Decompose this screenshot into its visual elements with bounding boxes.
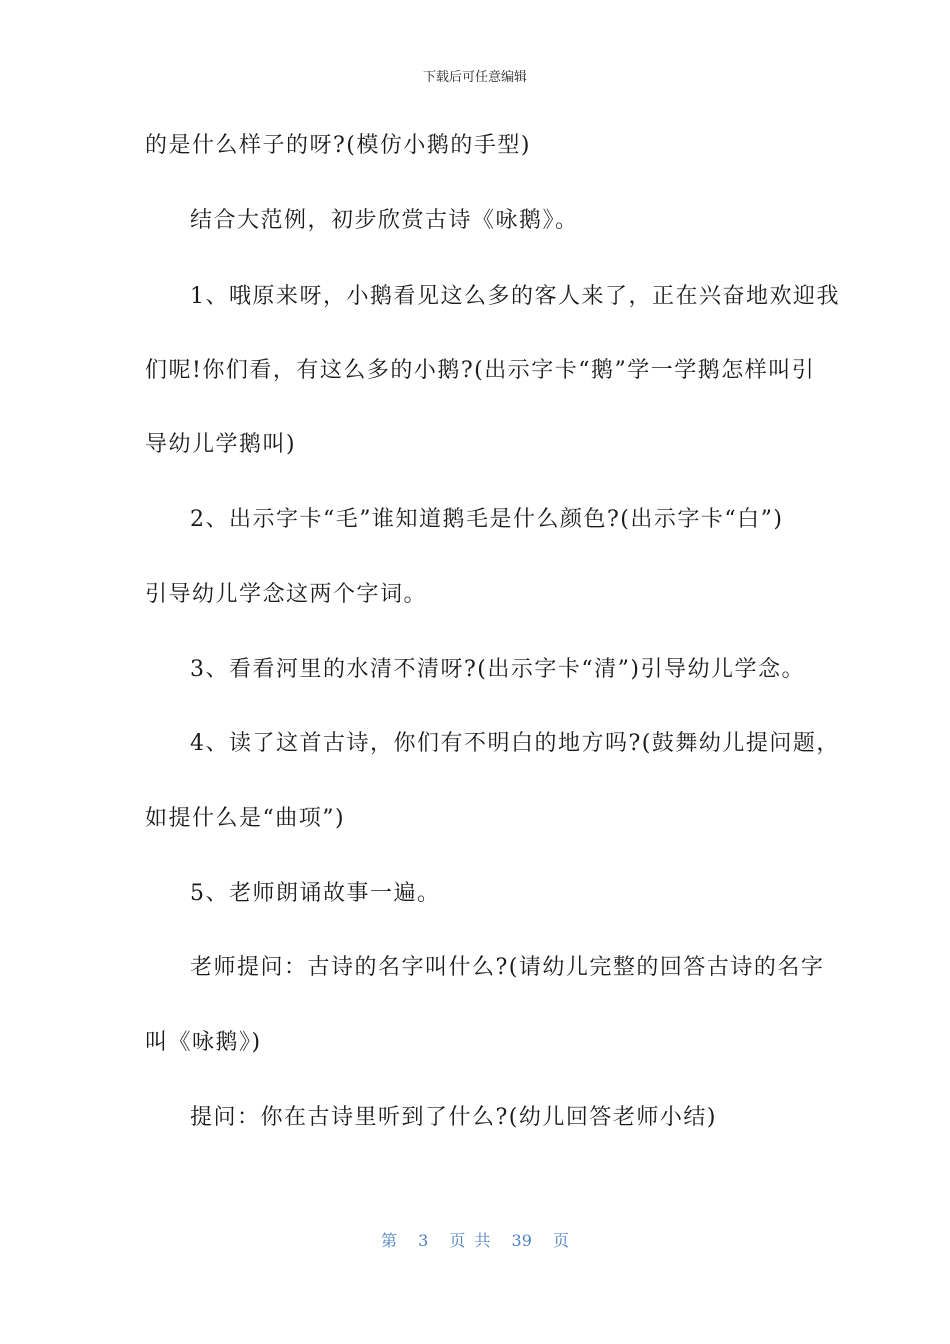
text-line: 4、读了这首古诗，你们有不明白的地方吗?(鼓舞幼儿提问题， (190, 731, 840, 756)
footer-page-number: 3 (418, 1231, 429, 1250)
text-line: 3、看看河里的水清不清呀?(出示字卡“清”)引导幼儿学念。 (190, 657, 805, 682)
text-line: 5、老师朗诵故事一遍。 (190, 881, 441, 906)
text-line: 引导幼儿学念这两个字词。 (145, 582, 428, 607)
footer-prefix: 第 (380, 1231, 397, 1250)
text-line: 1、哦原来呀，小鹅看见这么多的客人来了，正在兴奋地欢迎我 (190, 284, 840, 309)
text-line: 结合大范例，初步欣赏古诗《咏鹅》。 (190, 208, 579, 233)
text-line: 们呢!你们看，有这么多的小鹅?(出示字卡“鹅”学一学鹅怎样叫引 (145, 358, 816, 383)
text-line: 叫《咏鹅》) (145, 1030, 262, 1055)
footer-middle: 页 共 (449, 1231, 491, 1250)
text-line: 如提什么是“曲项”) (145, 806, 346, 831)
text-line: 提问：你在古诗里听到了什么?(幼儿回答老师小结) (190, 1105, 717, 1130)
page-header: 下载后可任意编辑 (422, 70, 527, 85)
text-line: 老师提问：古诗的名字叫什么?(请幼儿完整的回答古诗的名字 (190, 955, 825, 980)
page-footer (0, 1228, 950, 1251)
footer-total-pages: 39 (511, 1231, 532, 1250)
footer-suffix: 页 (553, 1231, 570, 1250)
text-line: 的是什么样子的呀?(模仿小鹅的手型) (145, 133, 531, 158)
text-line: 导幼儿学鹅叫) (145, 432, 297, 457)
text-line: 2、出示字卡“毛”谁知道鹅毛是什么颜色?(出示字卡“白”) (190, 507, 784, 532)
